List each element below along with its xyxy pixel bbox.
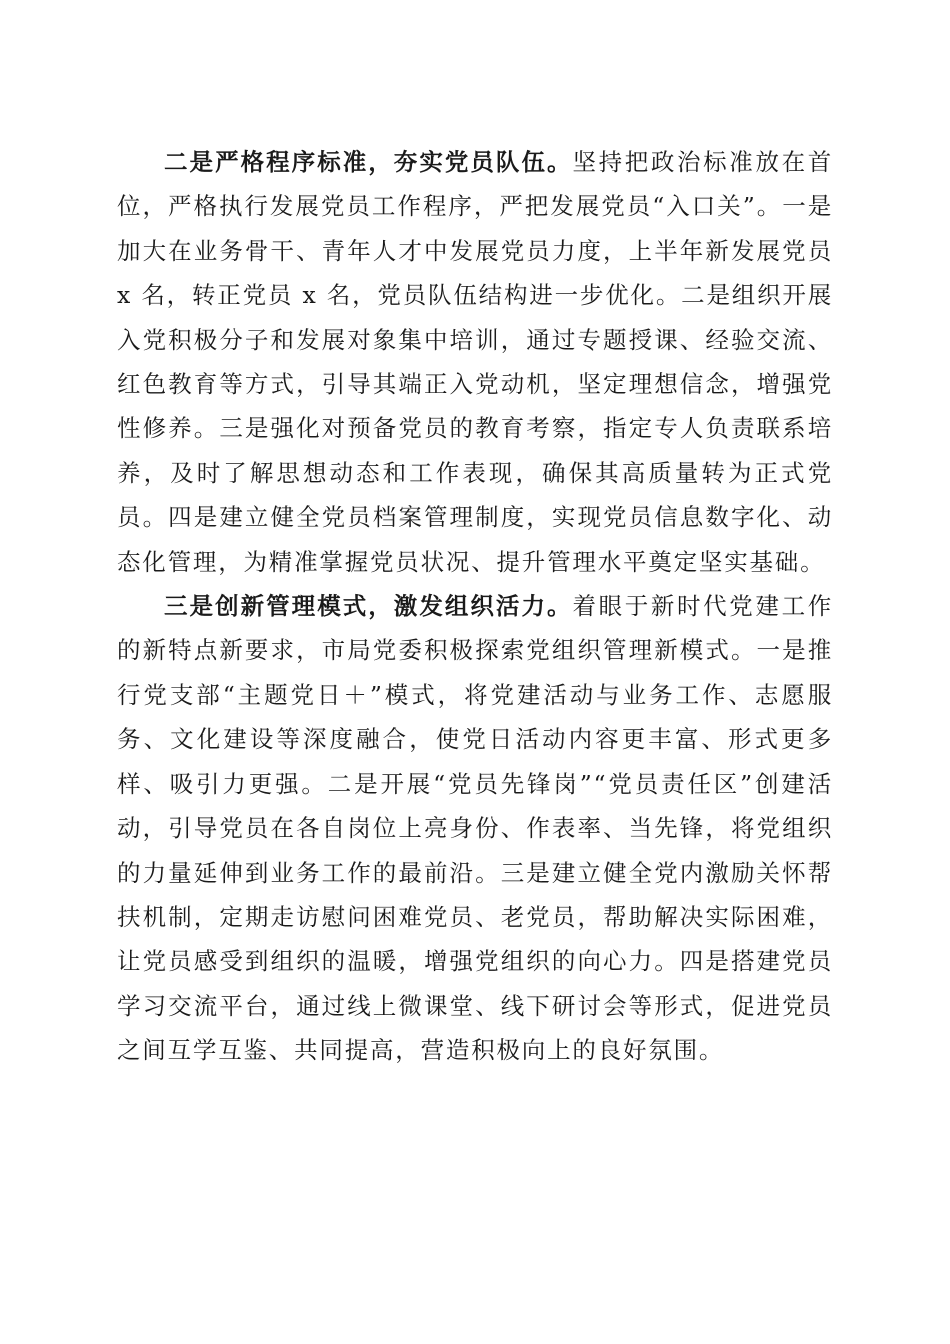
paragraph-strict-procedures (117, 140, 833, 584)
paragraph-text: 着眼于新时代党建工作的新特点新要求，市局党委积极探索党组织管理新模式。一是推行党支部“主题党日＋”模式，将党建活动与业务工作、志愿服务、文化建设等深度融合，使党日活动内容更丰富、形式更多样、吸引力更强。二是开展“党员先锋岗”“党员责任区”创建活动，引导党员在各自岗位上亮身份、作表率、当先锋，将党组织的力量延伸到业务工作的最前沿。三是建立健全党内激励关怀帮扶机制，定期走访慰问困难党员、老党员，帮助解决实际困难，让党员感受到组织的温暖，增强党组织的向心力。四是搭建党员学习交流平台，通过线上微课堂、线下研讨会等形式，促进党员之间互学互鉴、共同提高，营造积极向上的良好氛围。 (117, 592, 834, 1065)
paragraph-lead: 二是严格程序标准，夯实党员队伍。 (164, 148, 573, 176)
paragraph-innovate-management (117, 584, 833, 1072)
paragraph-lead: 三是创新管理模式，激发组织活力。 (164, 592, 573, 621)
document-body (117, 140, 833, 1073)
paragraph-text: 坚持把政治标准放在首位，严格执行发展党员工作程序，严把发展党员“入口关”。一是加大在业务骨干、青年人才中发展党员力度，上半年新发展党员 x 名，转正党员 x 名，党员队伍结构进一步优化。二是组织开展入党积极分子和发展对象集中培训，通过专题授课、经验交流、红色教育等方式，引导其端正入党动机，坚定理想信念，增强党性修养。三是强化对预备党员的教育考察，指定专人负责联系培养，及时了解思想动态和工作表现，确保其高质量转为正式党员。四是建立健全党员档案管理制度，实现党员信息数字化、动态化管理，为精准掌握党员状况、提升管理水平奠定坚实基础。 (117, 148, 834, 576)
